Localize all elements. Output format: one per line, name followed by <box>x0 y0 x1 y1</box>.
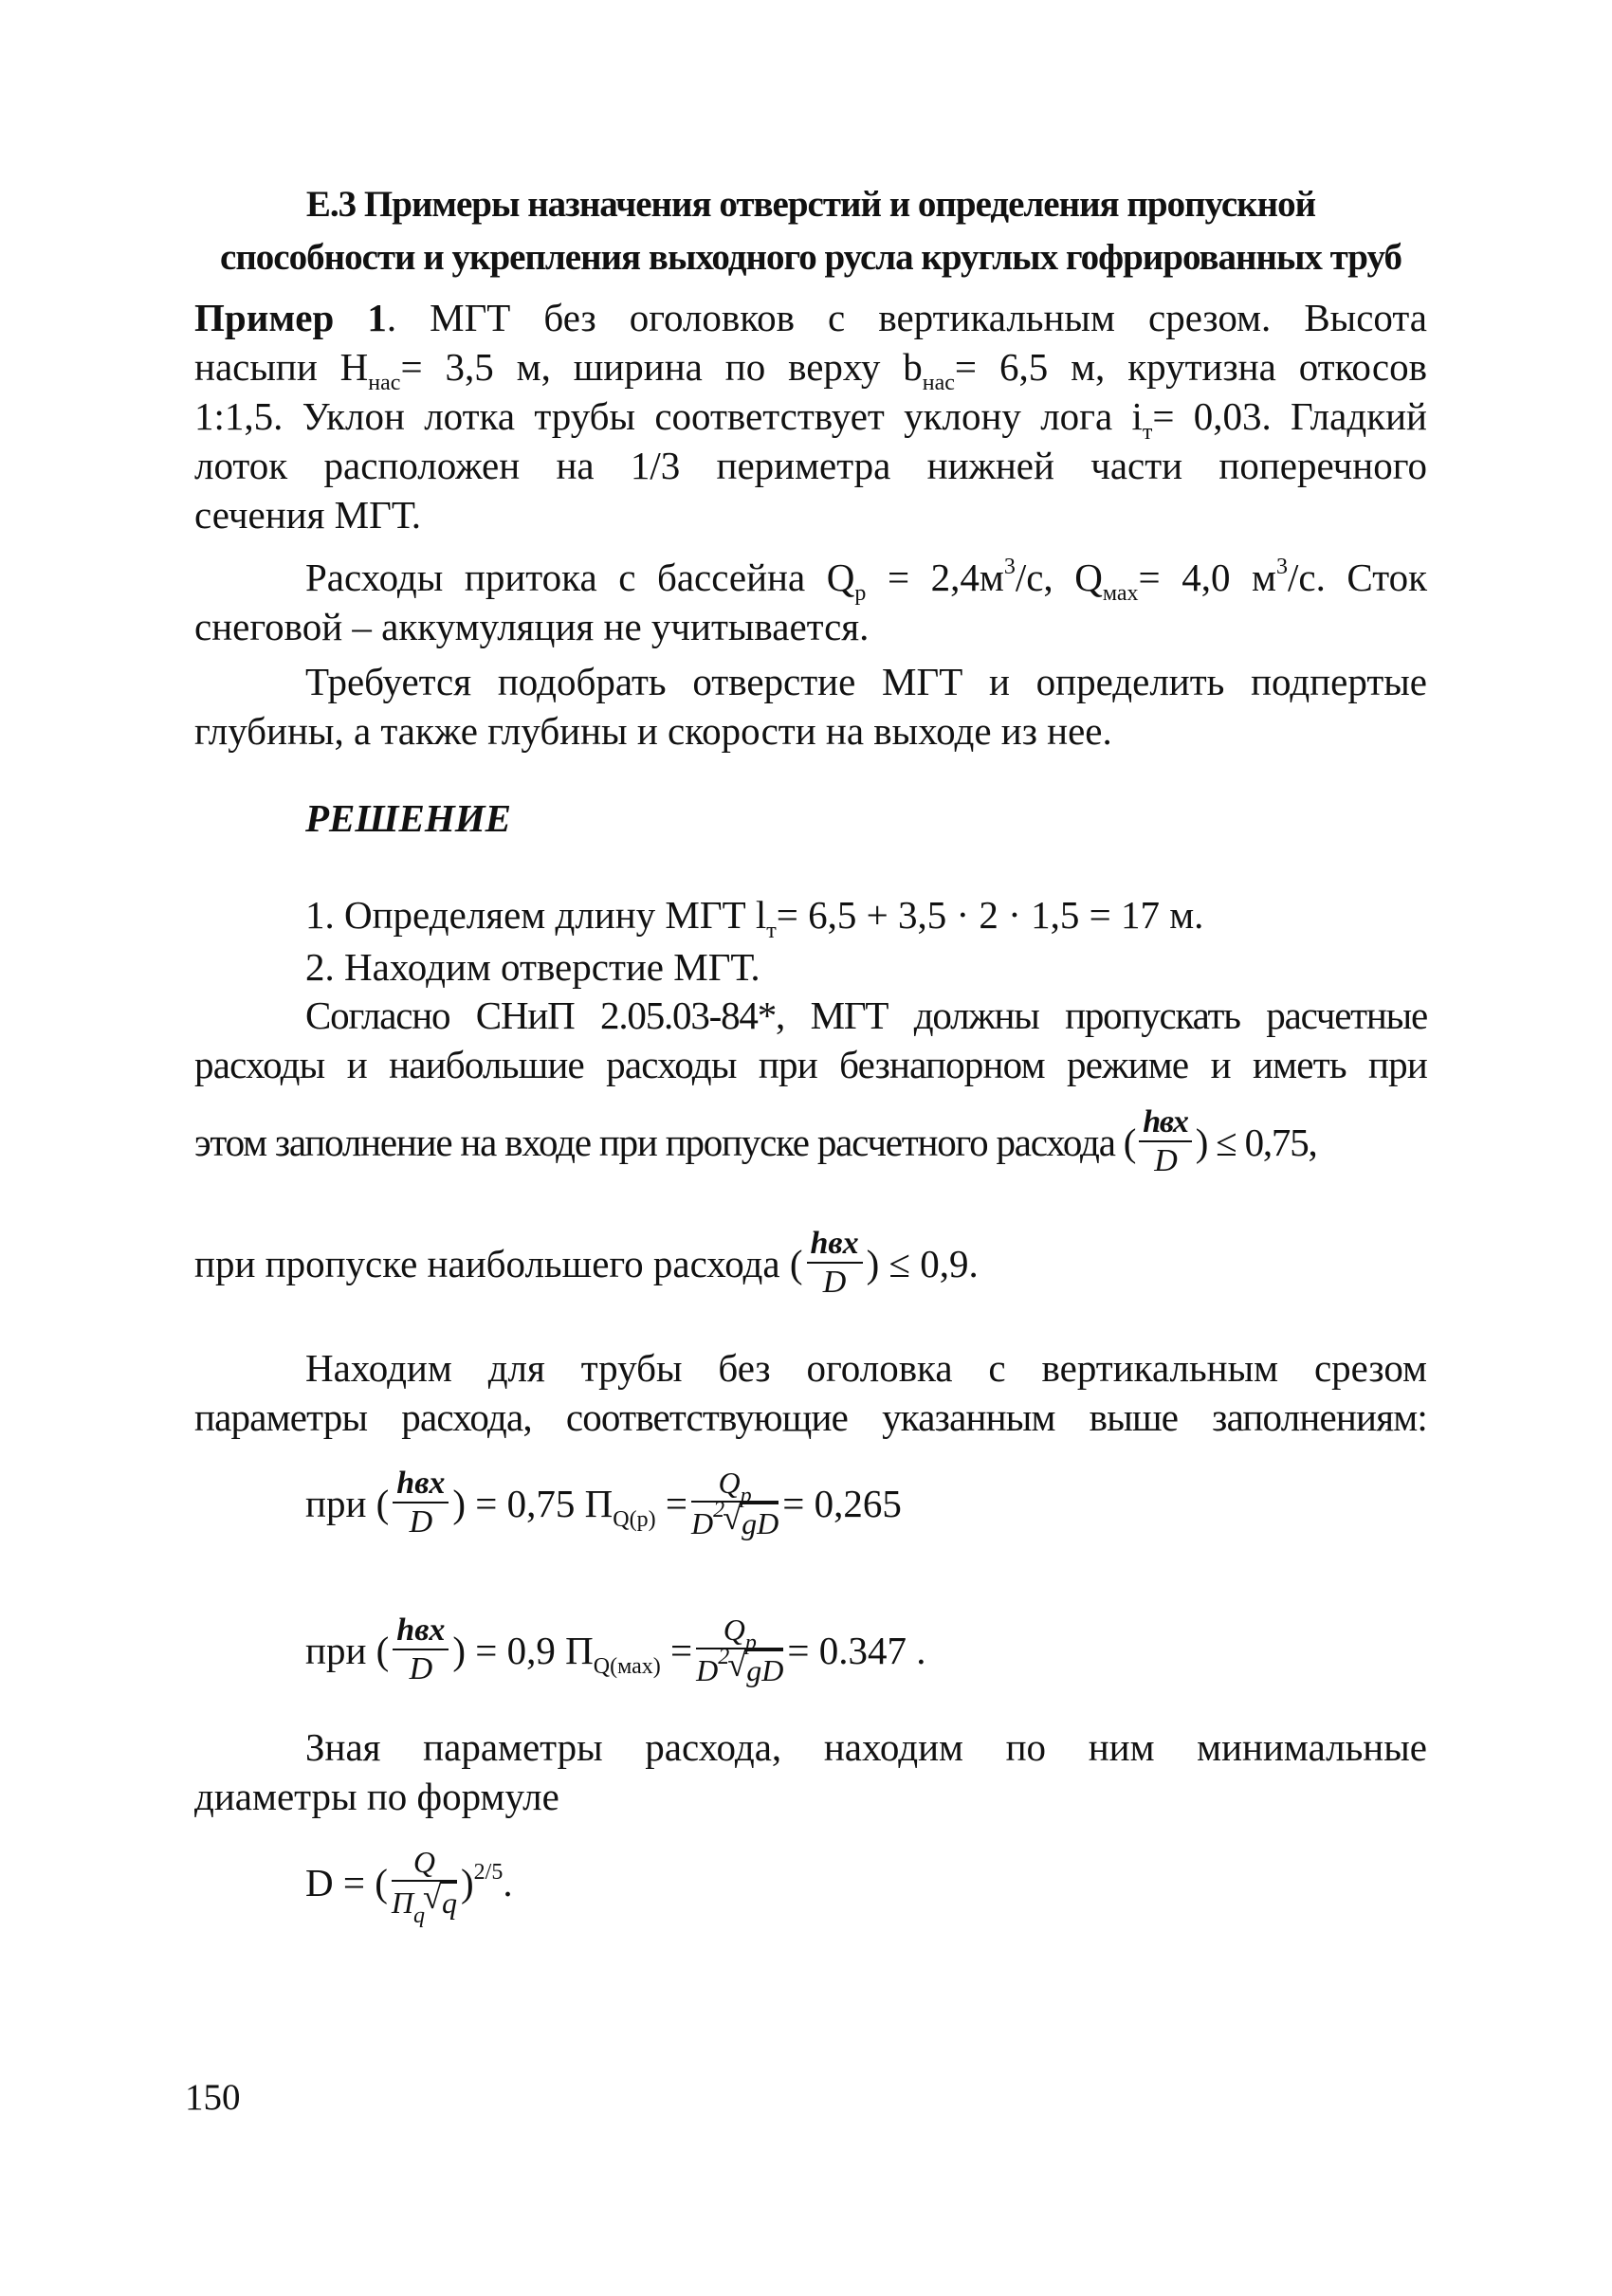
formula-1 <box>305 1465 902 1542</box>
solution-line-3: Согласно СНиП 2.05.03-84*, МГТ должны пропускать расчетные <box>305 993 1427 1037</box>
text: /с. Сток <box>1287 556 1427 599</box>
text: /с, Q <box>1015 556 1103 599</box>
text: = 6,5 м, крутизна откосов <box>954 345 1427 389</box>
formula-2 <box>305 1612 926 1689</box>
text: при ( <box>305 1629 390 1672</box>
text: D <box>696 1653 719 1687</box>
subscript: р <box>744 1631 757 1655</box>
formula-2-middle: ) = 0,9 $П_{Q(мах)}$ = <box>452 1629 693 1679</box>
example-line-6 <box>305 554 1427 606</box>
heading-line-2: способности и укрепления выходного русла круглых гофрированных труб <box>220 237 1401 278</box>
text: ) = 0,75 П <box>452 1482 614 1525</box>
fraction-hvx-over-d <box>807 1226 863 1302</box>
solution-line-6 <box>194 1226 979 1302</box>
text: ) ≤ 0,75, <box>1195 1121 1317 1164</box>
square-root: √ gD <box>744 1649 783 1689</box>
subscript: р <box>740 1484 752 1508</box>
text: при ( <box>305 1482 390 1525</box>
fraction-denominator: D <box>822 1265 847 1300</box>
subscript: мах <box>1102 581 1139 606</box>
solution-line-8: параметры расхода, соответствующие указанным выше заполнениям: <box>194 1395 1427 1439</box>
solution-line-10: диаметры по формуле <box>194 1775 559 1818</box>
superscript: 2/5 <box>473 1860 504 1885</box>
solution-title: РЕШЕНИЕ <box>305 796 512 840</box>
superscript: 2 <box>713 1498 725 1522</box>
fraction-numerator: hвх <box>1143 1104 1188 1139</box>
solution-line-5 <box>194 1104 1317 1180</box>
subscript: нас <box>368 371 401 395</box>
solution-line-4: расходы и наибольшие расходы при безнапорном режиме и иметь при <box>194 1043 1427 1086</box>
example-line-1 <box>194 294 1427 341</box>
subscript: Q(р) <box>613 1507 656 1532</box>
text: = 4,0 м <box>1138 556 1276 599</box>
example-line-1-text: . МГТ без оголовков с вертикальным срезом. Высота <box>386 296 1427 339</box>
text: = 0.347 . <box>787 1629 926 1672</box>
text: = 0,03. Гладкий <box>1152 394 1427 438</box>
text: = 2,4м <box>866 556 1004 599</box>
solution-line-2: 2. Находим отверстие МГТ. <box>305 945 760 989</box>
text: D = ( <box>305 1861 388 1904</box>
text: 1:1,5. Уклон лотка трубы соответствует уклону лога i <box>194 394 1143 438</box>
solution-line-9: Зная параметры расхода, находим по ним минимальные <box>305 1725 1427 1769</box>
subscript: нас <box>922 371 955 395</box>
example-line-7: снеговой – аккумуляция не учитывается. <box>194 605 870 648</box>
formula-3 <box>305 1844 513 1928</box>
fraction-numerator: hвх <box>396 1466 446 1501</box>
example-line-9: глубины, а также глубины и скорости на выходе из нее. <box>194 709 1112 753</box>
fraction-denominator <box>696 1645 784 1689</box>
fraction-denominator: D <box>409 1651 433 1686</box>
heading-line-1: Е.3 Примеры назначения отверстий и определения пропускной <box>305 184 1316 225</box>
fraction-denominator: D <box>1154 1143 1177 1178</box>
text: = 6,5 + 3,5 · 2 · 1,5 = 17 м. <box>776 893 1204 937</box>
text: Расходы притока с бассейна Q <box>305 556 855 599</box>
fraction-hvx-over-d <box>393 1613 449 1688</box>
text: П <box>391 1886 413 1920</box>
subscript: р <box>854 581 867 606</box>
subscript: Q(мах) <box>593 1654 661 1679</box>
square-root: √ gD <box>740 1503 779 1542</box>
section-heading <box>194 178 1427 284</box>
solution-line-1 <box>305 891 1204 943</box>
text: Q <box>718 1466 741 1500</box>
fraction-hvx-over-d <box>393 1466 449 1541</box>
fraction-numerator <box>691 1465 779 1508</box>
fraction-numerator <box>696 1612 783 1655</box>
fraction-denominator <box>391 1882 457 1928</box>
solution-line-7: Находим для трубы без оголовка с вертикальным срезом <box>305 1346 1427 1390</box>
text: ) = 0,9 П <box>452 1629 594 1672</box>
example-line-4: лоток расположен на 1/3 периметра нижней части поперечного <box>194 444 1427 487</box>
text: 1. Определяем длину МГТ l <box>305 893 767 937</box>
fraction-denominator: D <box>409 1504 433 1540</box>
subscript: q <box>413 1904 425 1928</box>
flow-parameter-fraction <box>696 1612 783 1689</box>
fraction-hvx-over-d <box>1139 1104 1192 1180</box>
text: = 0,265 <box>782 1482 902 1525</box>
text: насыпи Н <box>194 345 369 389</box>
text: этом заполнение на входе при пропуске расчетного расхода ( <box>194 1121 1136 1164</box>
square-root: √ q <box>440 1882 457 1922</box>
diameter-fraction <box>391 1844 457 1928</box>
subscript: т <box>1142 420 1153 445</box>
text: D <box>691 1506 714 1540</box>
fraction-numerator: Q <box>412 1845 435 1879</box>
example-line-2 <box>194 343 1427 395</box>
text: = 3,5 м, ширина по верху b <box>400 345 923 389</box>
flow-parameter-fraction <box>691 1465 779 1542</box>
example-line-3 <box>194 392 1427 445</box>
text: ) ≤ 0,9. <box>866 1242 979 1285</box>
fraction-numerator: hвх <box>810 1226 859 1261</box>
page-number: 150 <box>185 2077 241 2118</box>
superscript: 3 <box>1275 555 1288 579</box>
example-label: Пример 1 <box>194 296 387 339</box>
superscript: 2 <box>718 1645 730 1669</box>
formula-3-end <box>461 1861 513 1904</box>
superscript: 3 <box>1003 555 1016 579</box>
example-line-5: сечения МГТ. <box>194 493 422 537</box>
fraction-numerator: hвх <box>396 1613 446 1648</box>
fraction-denominator <box>691 1498 779 1542</box>
text: . <box>503 1861 513 1904</box>
text: ) <box>461 1861 474 1904</box>
subscript: т <box>766 919 777 943</box>
text: Q <box>723 1613 745 1647</box>
text: при пропуске наибольшего расхода ( <box>194 1242 803 1285</box>
example-line-8: Требуется подобрать отверстие МГТ и определить подпертые <box>305 660 1427 703</box>
formula-1-middle: ) = 0,75 $П_{Q(р)}$ = <box>452 1482 687 1532</box>
